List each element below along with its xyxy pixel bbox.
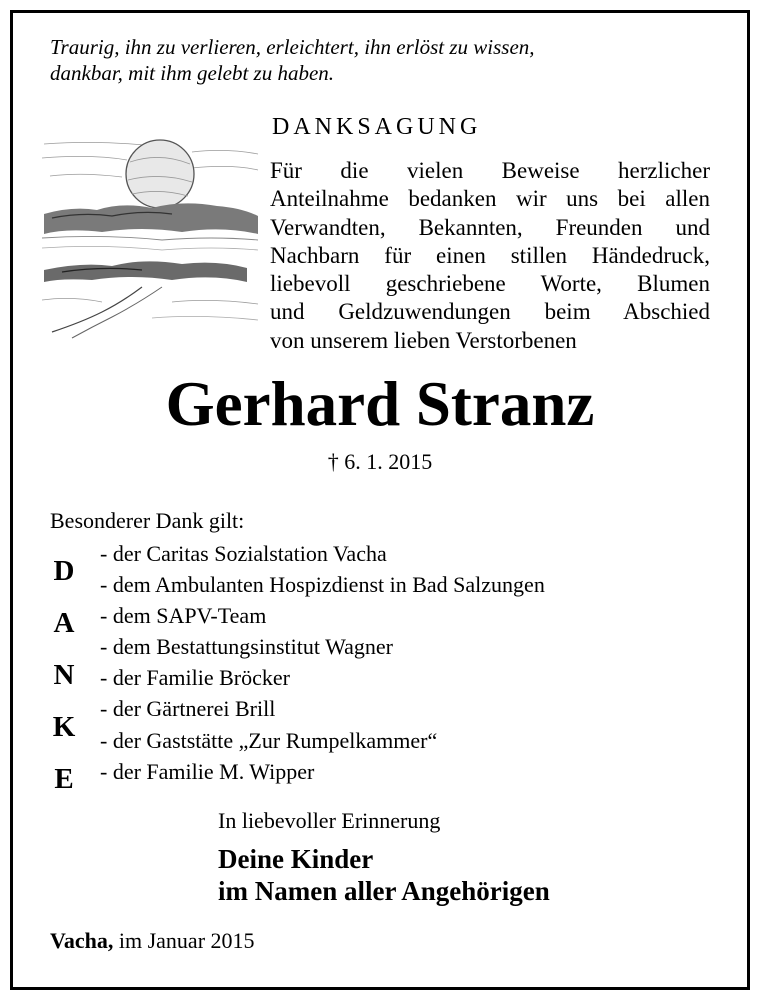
thanks-text	[270, 157, 710, 355]
list-item: - der Caritas Sozialstation Vacha	[100, 541, 387, 566]
danke-letter: A	[53, 607, 75, 639]
danke-acrostic	[46, 551, 82, 811]
landscape-sun-sketch-icon	[42, 122, 260, 344]
danke-letter: D	[53, 555, 75, 587]
motto-line: Traurig, ihn zu verlieren, erleichtert, ihn erlöst zu wissen,	[50, 35, 535, 59]
signature	[218, 843, 550, 907]
danke-letter: K	[52, 711, 76, 743]
place-date-text: im Januar 2015	[118, 928, 255, 953]
list-item: - dem Bestattungsinstitut Wagner	[100, 634, 393, 660]
thanks-line: Nachbarn für einen stillen Händedruck,	[270, 242, 710, 268]
remembrance: In liebevoller Erinnerung	[218, 808, 441, 833]
signature-line: Deine Kinder	[218, 844, 374, 874]
list-item: - der Familie M. Wipper	[100, 758, 315, 784]
signature-line: im Namen aller Angehörigen	[218, 876, 550, 906]
thanks-line: von unserem lieben Verstorbenen	[270, 327, 577, 353]
place-town: Vacha,	[50, 928, 114, 953]
heading: DANKSAGUNG	[272, 114, 482, 140]
motto	[50, 34, 670, 86]
list-item: - dem Ambulanten Hospizdienst in Bad Salzungen	[100, 572, 545, 598]
list-item: - der Familie Bröcker	[100, 665, 290, 691]
place-date	[50, 928, 255, 954]
special-thanks-intro: Besonderer Dank gilt:	[50, 508, 245, 533]
motto-line: dankbar, mit ihm gelebt zu haben.	[50, 61, 335, 85]
thanks-line: Anteilnahme bedanken wir uns bei allen	[270, 186, 710, 212]
thanks-line: und Geldzuwendungen beim Abschied	[270, 299, 710, 325]
thanks-line: Verwandten, Bekannten, Freunden und	[270, 214, 710, 240]
death-date: † 6. 1. 2015	[327, 449, 433, 474]
list-item: - der Gaststätte „Zur Rumpelkammer“	[100, 727, 438, 753]
deceased-name: Gerhard Stranz	[165, 369, 595, 439]
list-item: - der Gärtnerei Brill	[100, 696, 276, 722]
danke-letter: N	[53, 659, 75, 691]
danke-letter: E	[54, 763, 74, 795]
thanks-line: Für die vielen Beweise herzlicher	[270, 158, 710, 183]
thanks-line: liebevoll geschriebene Worte, Blumen	[270, 271, 710, 297]
special-thanks-list	[100, 538, 545, 787]
list-item: - dem SAPV-Team	[100, 603, 267, 629]
